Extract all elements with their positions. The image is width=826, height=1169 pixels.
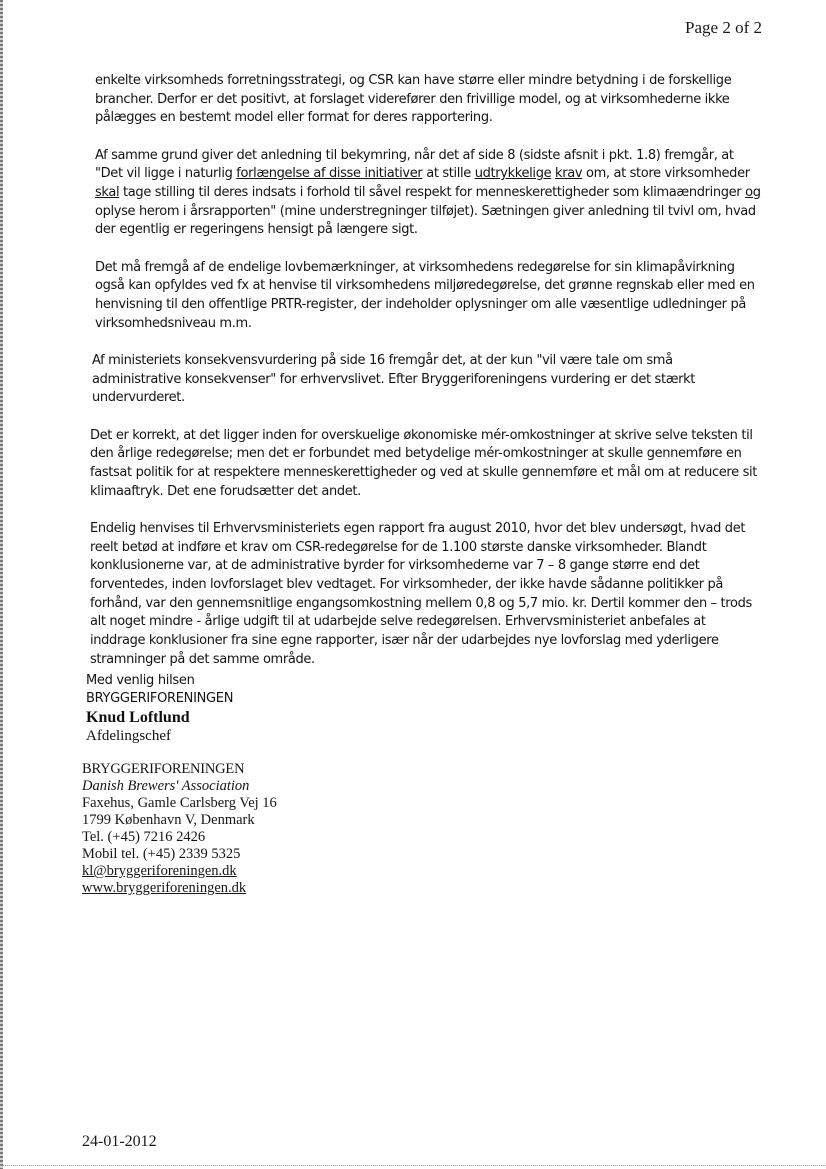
paragraph-text: Endelig henvises til Erhvervsministeriets egen rapport fra august 2010, hvor det blev undersøgt, hvad det reelt betød at indføre et krav om CSR-redegørelse for de 1.100 største danske virksomheder. Blandt konklusionerne var, at de administrative byrder for virksomhederne var 7 – 8 gange større end det forventedes, inden lovforslaget blev vedtaget. For virksomheder, der ikke havde sådanne politikker på forhånd, var den gennemsnitlige engangsomkostning mellem 0,8 og 5,7 mio. kr. Dertil kommer den – trods alt noget mindre - årlige udgift til at udarbejde selve redegørelsen. Erhvervsministeriet anbefales at inddrage konklusioner fra sine egne rapporter, især når der udarbejdes nye lovforslag med yderligere stramninger på det samme område. xyxy=(90,520,752,667)
website-link[interactable]: www.bryggeriforeningen.dk xyxy=(82,880,247,896)
paragraph-text: oplyse herom i årsrapporten" (mine understregninger tilføjet). Sætningen giver anledning til tvivl om, hvad der egentlig er regeringens hensigt på længere sigt. xyxy=(95,203,756,238)
signature-organization: BRYGGERIFORENINGEN xyxy=(82,761,245,777)
phone-number: Tel. (+45) 7216 2426 xyxy=(82,829,206,845)
paragraph-text: Det er korrekt, at det ligger inden for overskuelige økonomiske mér-omkostninger at skrive selve teksten til den årlige redegørelse; men det er forbundet med betydelige mér-omkostninger at skulle gennemføre en fastsat politik for at respektere menneskerettigheder og ved at skulle gennemføre et mål om at reducere sit klimaaftryk. Det ene forudsætter det andet. xyxy=(90,427,758,499)
greeting: Med venlig hilsen xyxy=(86,673,195,688)
footer-date: 24-01-2012 xyxy=(82,1133,157,1150)
underlined-text: krav xyxy=(555,166,583,182)
letter-body xyxy=(90,72,763,688)
page-number: Page 2 of 2 xyxy=(685,18,762,37)
paragraph-text: Af ministeriets konsekvensvurdering på side 16 fremgår det, at der kun "vil være tale om små administrative konsekvenser" for erhvervslivet. Efter Bryggeriforeningens vurdering er det stærkt undervurderet. xyxy=(92,352,696,406)
signer-name: Knud Loftlund xyxy=(86,709,190,726)
closing-organization: BRYGGERIFORENINGEN xyxy=(86,691,234,706)
paragraph-text: Af samme grund giver det anledning til bekymring, når det af side 8 (sidste afsnit i pkt. 1.8) fremgår, at "Det vil ligge i naturlig xyxy=(95,147,734,182)
signature-english-name: Danish Brewers' Association xyxy=(82,778,250,794)
closing-block xyxy=(86,672,486,745)
paragraph-5 xyxy=(90,427,763,502)
address-line-1: Faxehus, Gamle Carlsberg Vej 16 xyxy=(82,795,277,811)
paragraph-4 xyxy=(92,352,763,408)
underlined-text: skal xyxy=(95,185,120,201)
paragraph-text: enkelte virksomheds forretningsstrategi, og CSR kan have større eller mindre betydning i de forskellige brancher. Derfor er det positivt, at forslaget viderefører den frivillige model, og at virksomhederne ikke pålægges en bestemt model eller format for deres rapportering. xyxy=(95,73,732,126)
paragraph-3 xyxy=(95,259,763,334)
paragraph-text: tage stilling til deres indsats i forhold til såvel respekt for menneskerettigheder som klimaændringer xyxy=(119,185,746,201)
underlined-text: forlængelse af disse initiativer xyxy=(236,166,423,182)
scan-edge xyxy=(0,0,3,1169)
paragraph-1 xyxy=(95,72,763,128)
bottom-rule xyxy=(0,1165,826,1167)
paragraph-6 xyxy=(90,520,763,670)
signer-title: Afdelingschef xyxy=(86,728,171,744)
signature-block xyxy=(82,761,482,897)
paragraph-text: om, at store virksomheder xyxy=(582,166,750,182)
underlined-text: udtrykkelige xyxy=(474,166,552,182)
address-line-2: 1799 København V, Denmark xyxy=(82,812,255,828)
mobile-number: Mobil tel. (+45) 2339 5325 xyxy=(82,846,241,862)
email-link[interactable]: kl@bryggeriforeningen.dk xyxy=(82,863,237,879)
paragraph-text: Det må fremgå af de endelige lovbemærkninger, at virksomhedens redegørelse for sin klimapåvirkning også kan opfyldes ved fx at henvise til virksomhedens miljøredegørelse, det grønne regnskab eller med en henvisning til den offentlige PRTR-register, der indeholder oplysninger om alle væsentlige udledninger på virksomhedsniveau m.m. xyxy=(95,259,755,331)
paragraph-2 xyxy=(95,147,763,241)
paragraph-text: at stille xyxy=(422,166,475,182)
underlined-text: og xyxy=(745,185,761,201)
